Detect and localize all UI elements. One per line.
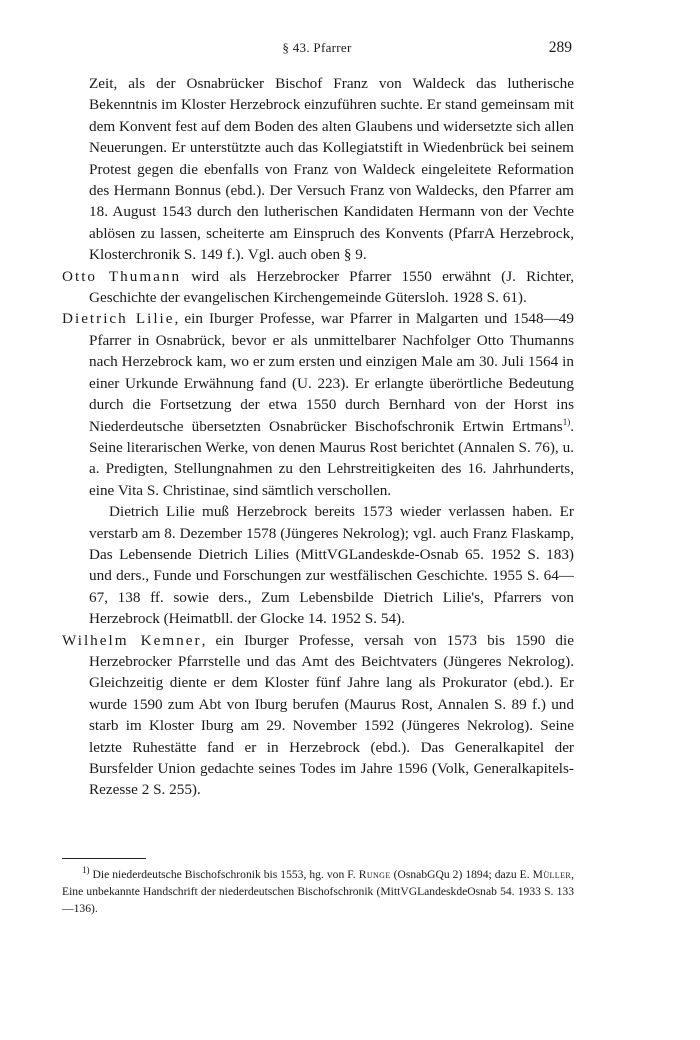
running-head: § 43. Pfarrer [282, 40, 352, 55]
entry-name: Dietrich Lilie [62, 310, 175, 328]
page-number: 289 [548, 39, 572, 56]
entry-dietrich-lilie [62, 308, 574, 501]
footnote-divider [62, 858, 146, 859]
footnote-text: (OsnabGQu 2) 1894; dazu E. [390, 868, 533, 881]
entry-paragraph [62, 501, 574, 629]
entry-text: Dietrich Lilie muß Herzebrock bereits 1573 wieder verlassen haben. Er verstarb am 8. Dezember 1578 (Jüngeres Nekrolog); vgl. auch Franz Flaskamp, Das Lebensende Dietrich Lilies (MittVGLandeskde-Osnab 65. 1952 S. 183) und ders., Funde und Forschungen zur westfälischen Geschichte. 1955 S. 64—67, 138 ff. sowie ders., Zum Lebensbilde Dietrich Lilie's, Pfarrers von Herzebrock (Heimatbll. der Glocke 14. 1952 S. 54). [89, 503, 574, 628]
entry-text: , ein Iburger Professe, versah von 1573 bis 1590 die Herzebrocker Pfarrstelle und das Amt des Beichtvaters (Jüngeres Nekrolog). Gleichzeitig diente er dem Kloster fünf Jahre lang als Prokurator (ebd.). Er wurde 1590 zum Abt von Iburg berufen (Maurus Rost, Annalen S. 89 f.) und starb im Kloster Iburg am 29. November 1592 (Jüngeres Nekrolog). Seine letzte Ruhestätte fand er in Herzebrock (ebd.). Das Generalkapitel der Bursfelder Union gedachte seines Todes im Jahre 1596 (Volk, Generalkapitels-Rezesse 2 S. 255). [89, 631, 574, 799]
footnote-author: Müller [532, 868, 572, 881]
entry-text: wird als Herzebrocker Pfarrer 1550 erwähnt (J. Richter, Geschichte der evangelischen Kirchengemeinde Gütersloh. 1928 S. 61). [89, 267, 574, 307]
footnote-text: Die niederdeutsche Bischofschronik bis 1553, hg. von F. [89, 868, 359, 881]
footnote [62, 866, 574, 917]
entry-otto-thumann [62, 266, 574, 309]
entry-name: Wilhelm Kemner [62, 631, 202, 649]
entry-wilhelm-kemner [62, 630, 574, 801]
entry-text: , ein Iburger Professe, war Pfarrer in Malgarten und 1548—49 Pfarrer in Osnabrück, bevor er als unmittelbarer Nachfolger Otto Thumanns nach Herzebrock kam, wo er zum ersten und einzigen Male am 30. Juli 1564 in einer Urkunde Erwähnung fand (U. 223). Er erlangte überörtliche Bedeutung durch die Fortsetzung der etwa 1550 durch Bernhard von der Horst ins Niederdeutsche übersetzten Osnabrücker Bischofschronik Ertwin Ertmans [89, 310, 574, 435]
main-text [62, 73, 574, 801]
entry-text: Zeit, als der Osnabrücker Bischof Franz von Waldeck das lutherische Bekenntnis im Kloster Herzebrock einzuführen suchte. Er stand gemeinsam mit dem Konvent fest auf dem Boden des alten Glaubens und widersetzte sich allen Neuerungen. Er unterstützte auch das Kollegiatstift in Wiedenbrück bei seinem Protest gegen die ebenfalls von Franz von Waldeck eingeleitete Reformation des Hermann Bonnus (ebd.). Der Versuch Franz von Waldecks, den Pfarrer am 18. August 1543 durch den lutherischen Kandidaten Hermann von der Vechte ablösen zu lassen, scheiterte am Einspruch des Konvents (PfarrA Herzebrock, Klosterchronik S. 149 f.). Vgl. auch oben § 9. [89, 75, 575, 264]
footnote-reference: 1) [562, 416, 571, 427]
entry-name: Otto Thumann [62, 267, 182, 285]
footnote-marker: 1) [82, 865, 90, 876]
page-header [62, 40, 572, 60]
continued-entry [62, 73, 574, 266]
entry-text-continued: . Seine literarischen Werke, von denen Maurus Rost berichtet (Annalen S. 76), u. a. Predigten, Stellungnahmen zu den Lehrstreitigkeiten des 16. Jahrhunderts, eine Vita S. Christinae, sind sämtlich verschollen. [89, 417, 574, 499]
footnote-text: , Eine unbekannte Handschrift der niederdeutschen Bischofschronik (MittVGLandeskdeOsnab 54. 1933 S. 133—136). [62, 868, 574, 915]
footnote-author: Runge [358, 868, 391, 881]
